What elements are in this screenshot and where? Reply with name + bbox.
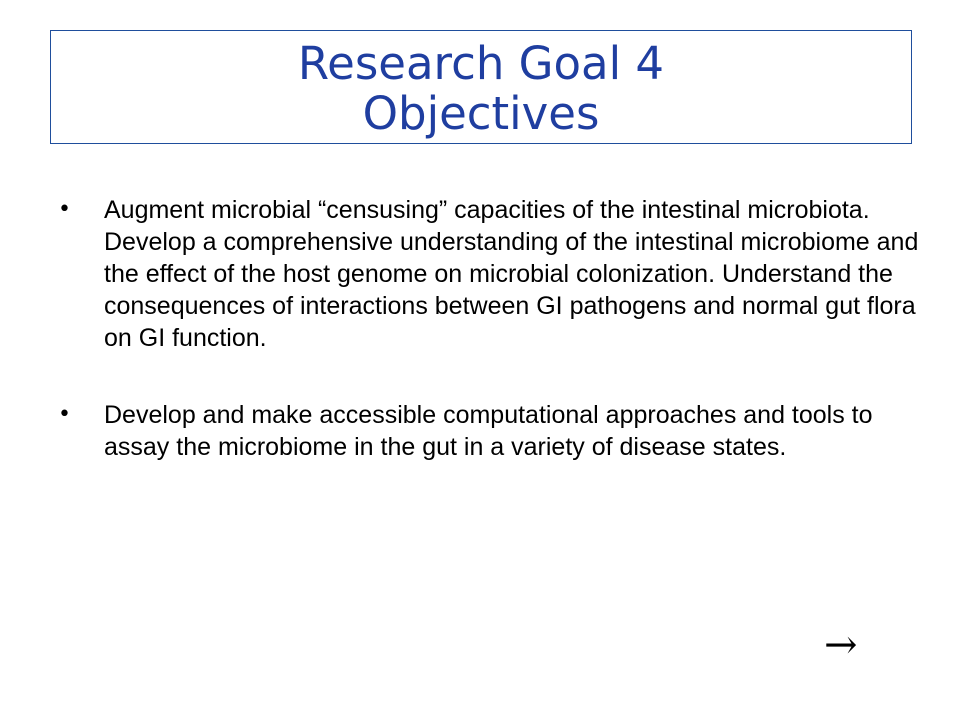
objective-text-1: Augment microbial “censusing” capacities of the intestinal microbiota. Develop a comprehensive understanding of the intestinal microbiome and the effect of the host genome on microbial colonization. Understand the consequences of interactions between GI pathogens and normal gut flora on GI function. [104,196,919,352]
slide-title-line-2: Objectives [362,87,600,140]
slide-title-line-1: Research Goal 4 [297,37,665,90]
bullet-icon: • [58,197,71,222]
objective-item-1 [56,194,926,354]
next-arrow-icon[interactable]: → [824,622,858,668]
objective-text-2: Develop and make accessible computational approaches and tools to assay the microbiome in the gut in a variety of disease states. [104,401,873,461]
objective-item-2 [56,399,926,463]
bullet-icon: • [58,402,71,427]
objectives-list [56,194,926,508]
slide-title-box [50,30,912,144]
